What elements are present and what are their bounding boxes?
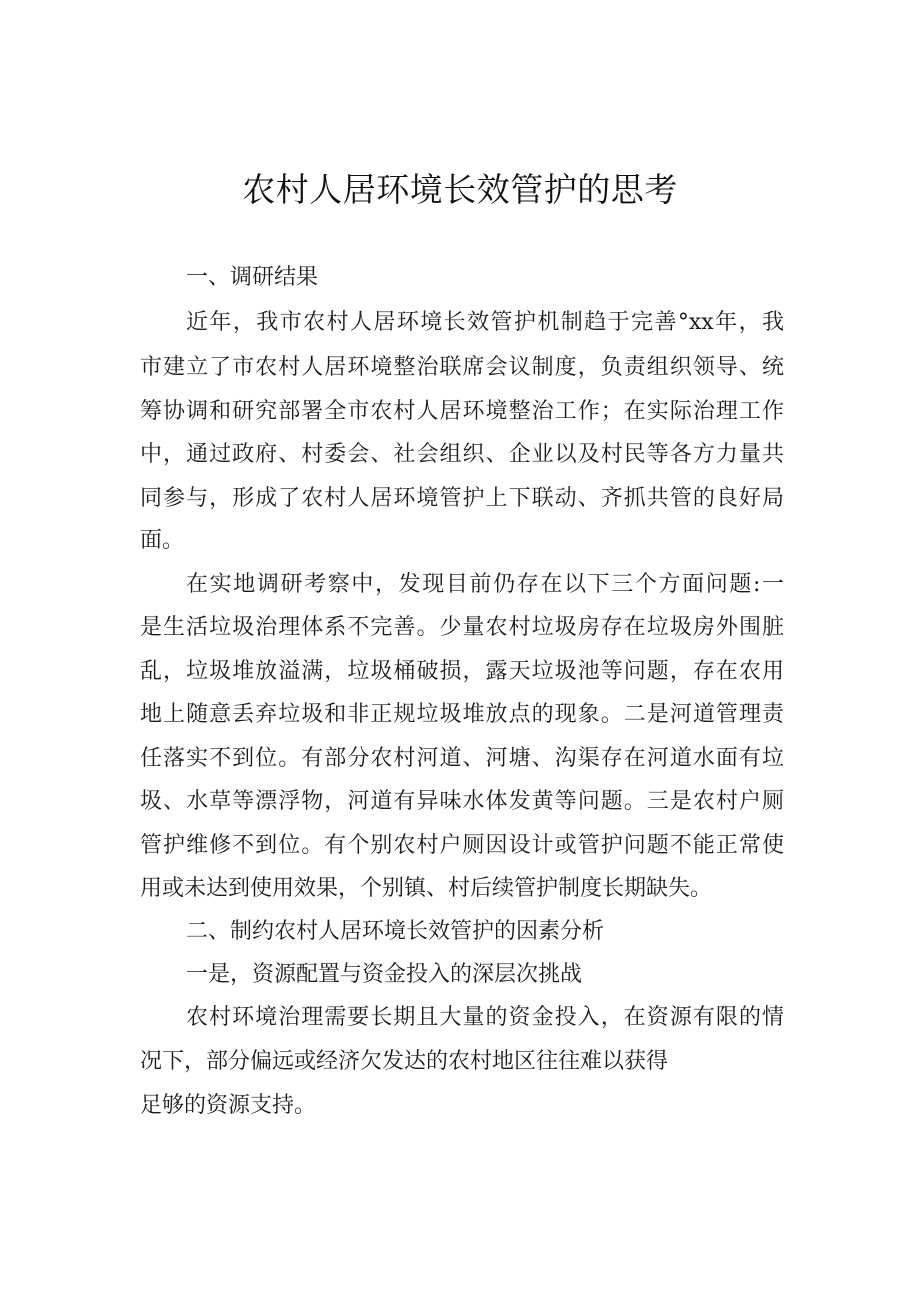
subsection-heading: 一是，资源配置与资金投入的深层次挑战 [186, 962, 583, 987]
paragraph-line: 市建立了市农村人居环境整治联席会议制度，负责组织领导、统 [140, 355, 784, 380]
paragraph-line: 中，通过政府、村委会、社会组织、企业以及村民等各方力量共 [140, 442, 784, 467]
paragraph-line: 农村环境治理需要长期且大量的资金投入，在资源有限的情 [186, 1005, 784, 1030]
paragraph-line: 面。 [140, 528, 185, 553]
paragraph-line: 任落实不到位。有部分农村河道、河塘、沟渠存在河道水面有垃 [140, 746, 784, 771]
paragraph-line: 况下，部分偏远或经济欠发达的农村地区往往难以获得 [140, 1049, 669, 1074]
paragraph-line: 足够的资源支持。 [140, 1093, 317, 1118]
section-heading-2: 二、制约农村人居环境长效管护的因素分析 [186, 919, 605, 944]
paragraph-line: 乱，垃圾堆放溢满，垃圾桶破损，露天垃圾池等问题，存在农用 [140, 659, 784, 684]
section-heading-1: 一、调研结果 [186, 265, 319, 290]
paragraph-line: 地上随意丢弃垃圾和非正规垃圾堆放点的现象。二是河道管理责 [140, 702, 784, 727]
paragraph-line: 圾、水草等漂浮物，河道有异味水体发黄等问题。三是农村户厕 [140, 789, 784, 814]
paragraph-line: 是生活垃圾治理体系不完善。少量农村垃圾房存在垃圾房外围脏 [140, 615, 784, 640]
paragraph-line: 近年，我市农村人居环境长效管护机制趋于完善°xx年，我 [186, 310, 784, 335]
paragraph-line: 在实地调研考察中，发现目前仍存在以下三个方面问题:一 [186, 572, 784, 597]
paragraph-line: 同参与，形成了农村人居环境管护上下联动、齐抓共管的良好局 [140, 486, 784, 511]
document-title: 农村人居环境长效管护的思考 [242, 170, 678, 209]
paragraph-line: 筹协调和研究部署全市农村人居环境整治工作；在实际治理工作 [140, 399, 784, 424]
paragraph-line: 用或未达到使用效果，个别镇、村后续管护制度长期缺失。 [140, 876, 713, 901]
paragraph-line: 管护维修不到位。有个别农村户厕因设计或管护问题不能正常使 [140, 833, 784, 858]
